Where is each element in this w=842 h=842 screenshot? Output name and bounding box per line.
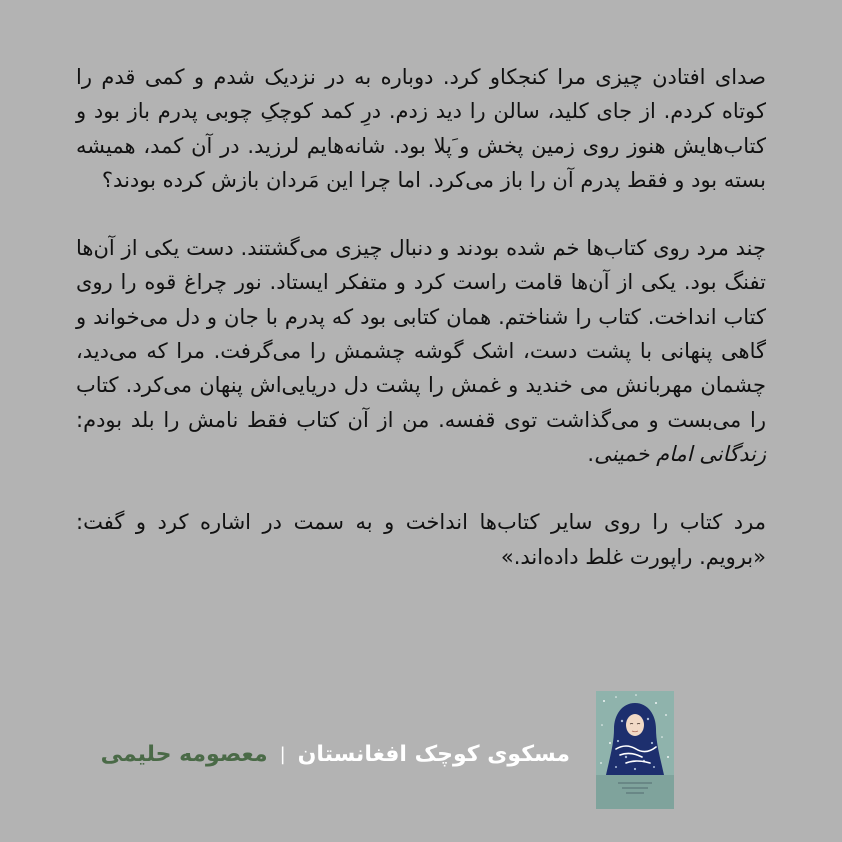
book-cover-image: [596, 691, 674, 809]
paragraph-2: [76, 231, 766, 471]
book-name-italic: زندگانی امام خمینی: [594, 441, 766, 466]
paragraph-2-end: .: [587, 441, 595, 466]
paragraph-3: مرد کتاب را روی سایر کتاب‌ها انداخت و به سمت در اشاره کرد و گفت: «برویم. راپورت غلط داده‌اند.»: [76, 510, 766, 569]
author-name: معصومه حلیمی: [100, 741, 268, 767]
book-cover-illustration: [596, 691, 674, 809]
book-title: مسکوی کوچک افغانستان: [297, 741, 570, 767]
paragraph-1: صدای افتادن چیزی مرا کنجکاو کرد. دوباره به در نزدیک شدم و کمی قدم را کوتاه کردم. از جای کلید، سالن را دید زدم. درِ کمد کوچکِ چوبی پدرم باز بود و کتاب‌هایش هنوز روی زمین پخش و َپلا بود. شانه‌هایم لرزید. در آن کمد، همیشه بسته بود و فقط پدرم آن را باز می‌کرد. اما چرا این مَردان بازش کرده بودند؟: [76, 65, 766, 192]
separator: |: [279, 743, 286, 765]
paragraph-2-body: چند مرد روی کتاب‌ها خم شده بودند و دنبال چیزی می‌گشتند. دست یکی از آن‌ها تفنگ بود. یکی از آن‌ها قامت راست کرد و متفکر ایستاد. نور چراغ قوه را روی کتاب انداخت. کتاب را شناختم. همان کتابی بود که پدرم با جان و دل می‌خواند و گاهی پنهانی با پشت دست، اشک گوشه چشمش را می‌گرفت. مرا که می‌دید، چشمان مهربانش می خندید و غمش را پشت دل دریایی‌اش پنهان می‌کرد. کتاب را می‌بست و می‌گذاشت توی قفسه. من از آن کتاب فقط نامش را بلد بودم:: [76, 236, 766, 432]
footer-credit: [101, 734, 570, 774]
excerpt-text: [76, 60, 766, 574]
